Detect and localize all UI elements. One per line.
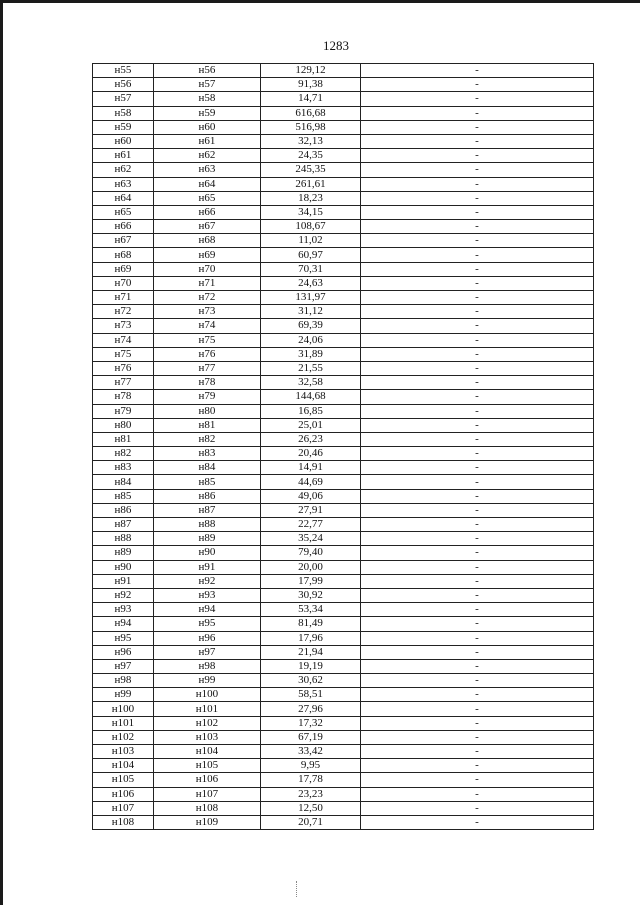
point-from-cell: н88 bbox=[93, 532, 154, 546]
note-cell: - bbox=[361, 730, 594, 744]
point-to-cell: н59 bbox=[154, 106, 261, 120]
table-row bbox=[93, 404, 594, 418]
point-to-cell: н89 bbox=[154, 532, 261, 546]
table-row bbox=[93, 92, 594, 106]
note-cell: - bbox=[361, 262, 594, 276]
note-cell: - bbox=[361, 319, 594, 333]
point-to-cell: н91 bbox=[154, 560, 261, 574]
point-from-cell: н77 bbox=[93, 376, 154, 390]
note-cell: - bbox=[361, 78, 594, 92]
point-from-cell: н61 bbox=[93, 149, 154, 163]
note-cell: - bbox=[361, 560, 594, 574]
table-row bbox=[93, 489, 594, 503]
note-cell: - bbox=[361, 92, 594, 106]
table-row bbox=[93, 248, 594, 262]
point-to-cell: н108 bbox=[154, 801, 261, 815]
point-to-cell: н106 bbox=[154, 773, 261, 787]
note-cell: - bbox=[361, 220, 594, 234]
note-cell: - bbox=[361, 177, 594, 191]
note-cell: - bbox=[361, 461, 594, 475]
note-cell: - bbox=[361, 688, 594, 702]
point-from-cell: н60 bbox=[93, 134, 154, 148]
distance-cell: 27,96 bbox=[261, 702, 361, 716]
point-from-cell: н91 bbox=[93, 574, 154, 588]
point-from-cell: н85 bbox=[93, 489, 154, 503]
table-row bbox=[93, 574, 594, 588]
note-cell: - bbox=[361, 801, 594, 815]
table-row bbox=[93, 745, 594, 759]
distance-cell: 58,51 bbox=[261, 688, 361, 702]
table-row bbox=[93, 447, 594, 461]
note-cell: - bbox=[361, 546, 594, 560]
point-to-cell: н71 bbox=[154, 276, 261, 290]
note-cell: - bbox=[361, 532, 594, 546]
point-to-cell: н100 bbox=[154, 688, 261, 702]
note-cell: - bbox=[361, 659, 594, 673]
table-row bbox=[93, 801, 594, 815]
table-row bbox=[93, 220, 594, 234]
point-from-cell: н80 bbox=[93, 418, 154, 432]
point-to-cell: н69 bbox=[154, 248, 261, 262]
table-row bbox=[93, 702, 594, 716]
table-row bbox=[93, 815, 594, 829]
point-from-cell: н63 bbox=[93, 177, 154, 191]
table-row bbox=[93, 503, 594, 517]
note-cell: - bbox=[361, 447, 594, 461]
note-cell: - bbox=[361, 234, 594, 248]
distance-cell: 12,50 bbox=[261, 801, 361, 815]
boundary-segments-table bbox=[92, 63, 594, 830]
point-to-cell: н83 bbox=[154, 447, 261, 461]
point-to-cell: н62 bbox=[154, 149, 261, 163]
scan-border-left bbox=[0, 0, 3, 905]
point-to-cell: н66 bbox=[154, 205, 261, 219]
scan-artifact-dots bbox=[296, 881, 299, 897]
table-row bbox=[93, 560, 594, 574]
point-to-cell: н82 bbox=[154, 432, 261, 446]
point-to-cell: н56 bbox=[154, 64, 261, 78]
table-row bbox=[93, 163, 594, 177]
point-to-cell: н88 bbox=[154, 518, 261, 532]
point-from-cell: н68 bbox=[93, 248, 154, 262]
table-row bbox=[93, 120, 594, 134]
table-row bbox=[93, 432, 594, 446]
distance-cell: 17,96 bbox=[261, 631, 361, 645]
point-to-cell: н90 bbox=[154, 546, 261, 560]
note-cell: - bbox=[361, 418, 594, 432]
distance-cell: 16,85 bbox=[261, 404, 361, 418]
point-from-cell: н75 bbox=[93, 347, 154, 361]
table-row bbox=[93, 461, 594, 475]
note-cell: - bbox=[361, 603, 594, 617]
distance-cell: 108,67 bbox=[261, 220, 361, 234]
note-cell: - bbox=[361, 773, 594, 787]
point-from-cell: н65 bbox=[93, 205, 154, 219]
scan-border-top bbox=[0, 0, 640, 3]
point-to-cell: н61 bbox=[154, 134, 261, 148]
table-row bbox=[93, 603, 594, 617]
table-row bbox=[93, 333, 594, 347]
note-cell: - bbox=[361, 276, 594, 290]
distance-cell: 19,19 bbox=[261, 659, 361, 673]
note-cell: - bbox=[361, 305, 594, 319]
table-row bbox=[93, 645, 594, 659]
distance-cell: 21,55 bbox=[261, 361, 361, 375]
point-from-cell: н72 bbox=[93, 305, 154, 319]
point-to-cell: н84 bbox=[154, 461, 261, 475]
point-from-cell: н82 bbox=[93, 447, 154, 461]
note-cell: - bbox=[361, 574, 594, 588]
point-from-cell: н92 bbox=[93, 588, 154, 602]
distance-cell: 20,00 bbox=[261, 560, 361, 574]
note-cell: - bbox=[361, 347, 594, 361]
point-from-cell: н70 bbox=[93, 276, 154, 290]
distance-cell: 26,23 bbox=[261, 432, 361, 446]
table-row bbox=[93, 305, 594, 319]
point-to-cell: н68 bbox=[154, 234, 261, 248]
table-row bbox=[93, 716, 594, 730]
distance-cell: 91,38 bbox=[261, 78, 361, 92]
distance-cell: 24,35 bbox=[261, 149, 361, 163]
note-cell: - bbox=[361, 489, 594, 503]
note-cell: - bbox=[361, 475, 594, 489]
point-to-cell: н96 bbox=[154, 631, 261, 645]
distance-cell: 23,23 bbox=[261, 787, 361, 801]
point-to-cell: н97 bbox=[154, 645, 261, 659]
point-to-cell: н57 bbox=[154, 78, 261, 92]
distance-cell: 33,42 bbox=[261, 745, 361, 759]
table-row bbox=[93, 205, 594, 219]
distance-cell: 34,15 bbox=[261, 205, 361, 219]
distance-cell: 31,89 bbox=[261, 347, 361, 361]
distance-cell: 11,02 bbox=[261, 234, 361, 248]
point-to-cell: н65 bbox=[154, 191, 261, 205]
table-row bbox=[93, 361, 594, 375]
point-to-cell: н72 bbox=[154, 291, 261, 305]
table-body bbox=[93, 64, 594, 830]
note-cell: - bbox=[361, 745, 594, 759]
table-row bbox=[93, 291, 594, 305]
point-from-cell: н64 bbox=[93, 191, 154, 205]
table-row bbox=[93, 532, 594, 546]
point-to-cell: н85 bbox=[154, 475, 261, 489]
table-row bbox=[93, 418, 594, 432]
table-row bbox=[93, 588, 594, 602]
point-from-cell: н78 bbox=[93, 390, 154, 404]
table-row bbox=[93, 262, 594, 276]
note-cell: - bbox=[361, 588, 594, 602]
distance-cell: 261,61 bbox=[261, 177, 361, 191]
table-row bbox=[93, 730, 594, 744]
distance-cell: 30,62 bbox=[261, 674, 361, 688]
distance-cell: 53,34 bbox=[261, 603, 361, 617]
table-row bbox=[93, 787, 594, 801]
table-row bbox=[93, 106, 594, 120]
distance-cell: 20,71 bbox=[261, 815, 361, 829]
table-row bbox=[93, 64, 594, 78]
distance-cell: 17,99 bbox=[261, 574, 361, 588]
point-from-cell: н102 bbox=[93, 730, 154, 744]
note-cell: - bbox=[361, 390, 594, 404]
table-row bbox=[93, 234, 594, 248]
point-to-cell: н60 bbox=[154, 120, 261, 134]
point-from-cell: н90 bbox=[93, 560, 154, 574]
point-to-cell: н103 bbox=[154, 730, 261, 744]
distance-cell: 22,77 bbox=[261, 518, 361, 532]
note-cell: - bbox=[361, 149, 594, 163]
point-from-cell: н79 bbox=[93, 404, 154, 418]
table-row bbox=[93, 546, 594, 560]
distance-cell: 17,78 bbox=[261, 773, 361, 787]
point-to-cell: н74 bbox=[154, 319, 261, 333]
point-from-cell: н100 bbox=[93, 702, 154, 716]
note-cell: - bbox=[361, 787, 594, 801]
distance-cell: 24,63 bbox=[261, 276, 361, 290]
note-cell: - bbox=[361, 617, 594, 631]
note-cell: - bbox=[361, 361, 594, 375]
distance-cell: 616,68 bbox=[261, 106, 361, 120]
point-to-cell: н67 bbox=[154, 220, 261, 234]
point-to-cell: н109 bbox=[154, 815, 261, 829]
table-row bbox=[93, 134, 594, 148]
point-from-cell: н94 bbox=[93, 617, 154, 631]
point-to-cell: н105 bbox=[154, 759, 261, 773]
distance-cell: 9,95 bbox=[261, 759, 361, 773]
table-row bbox=[93, 631, 594, 645]
point-from-cell: н57 bbox=[93, 92, 154, 106]
note-cell: - bbox=[361, 291, 594, 305]
note-cell: - bbox=[361, 674, 594, 688]
point-to-cell: н92 bbox=[154, 574, 261, 588]
note-cell: - bbox=[361, 716, 594, 730]
distance-cell: 18,23 bbox=[261, 191, 361, 205]
point-from-cell: н62 bbox=[93, 163, 154, 177]
point-to-cell: н58 bbox=[154, 92, 261, 106]
point-to-cell: н75 bbox=[154, 333, 261, 347]
table-row bbox=[93, 773, 594, 787]
note-cell: - bbox=[361, 106, 594, 120]
point-from-cell: н103 bbox=[93, 745, 154, 759]
point-to-cell: н94 bbox=[154, 603, 261, 617]
note-cell: - bbox=[361, 64, 594, 78]
distance-cell: 14,71 bbox=[261, 92, 361, 106]
point-from-cell: н67 bbox=[93, 234, 154, 248]
point-from-cell: н81 bbox=[93, 432, 154, 446]
point-from-cell: н107 bbox=[93, 801, 154, 815]
point-from-cell: н99 bbox=[93, 688, 154, 702]
note-cell: - bbox=[361, 702, 594, 716]
table-row bbox=[93, 319, 594, 333]
note-cell: - bbox=[361, 815, 594, 829]
note-cell: - bbox=[361, 404, 594, 418]
table-row bbox=[93, 518, 594, 532]
point-from-cell: н76 bbox=[93, 361, 154, 375]
point-from-cell: н89 bbox=[93, 546, 154, 560]
table-row bbox=[93, 475, 594, 489]
point-to-cell: н70 bbox=[154, 262, 261, 276]
distance-cell: 44,69 bbox=[261, 475, 361, 489]
distance-cell: 131,97 bbox=[261, 291, 361, 305]
point-from-cell: н69 bbox=[93, 262, 154, 276]
distance-cell: 81,49 bbox=[261, 617, 361, 631]
distance-cell: 49,06 bbox=[261, 489, 361, 503]
note-cell: - bbox=[361, 205, 594, 219]
note-cell: - bbox=[361, 333, 594, 347]
note-cell: - bbox=[361, 645, 594, 659]
distance-cell: 245,35 bbox=[261, 163, 361, 177]
table-row bbox=[93, 659, 594, 673]
point-to-cell: н78 bbox=[154, 376, 261, 390]
point-to-cell: н95 bbox=[154, 617, 261, 631]
note-cell: - bbox=[361, 376, 594, 390]
table-row bbox=[93, 390, 594, 404]
note-cell: - bbox=[361, 432, 594, 446]
distance-cell: 70,31 bbox=[261, 262, 361, 276]
point-from-cell: н74 bbox=[93, 333, 154, 347]
point-to-cell: н80 bbox=[154, 404, 261, 418]
distance-cell: 32,13 bbox=[261, 134, 361, 148]
note-cell: - bbox=[361, 191, 594, 205]
distance-cell: 24,06 bbox=[261, 333, 361, 347]
note-cell: - bbox=[361, 248, 594, 262]
table-row bbox=[93, 149, 594, 163]
point-from-cell: н59 bbox=[93, 120, 154, 134]
point-from-cell: н93 bbox=[93, 603, 154, 617]
note-cell: - bbox=[361, 631, 594, 645]
point-to-cell: н102 bbox=[154, 716, 261, 730]
distance-cell: 35,24 bbox=[261, 532, 361, 546]
point-from-cell: н97 bbox=[93, 659, 154, 673]
point-from-cell: н95 bbox=[93, 631, 154, 645]
table-row bbox=[93, 376, 594, 390]
point-from-cell: н58 bbox=[93, 106, 154, 120]
point-to-cell: н99 bbox=[154, 674, 261, 688]
page-number: 1283 bbox=[323, 38, 349, 53]
distance-cell: 79,40 bbox=[261, 546, 361, 560]
point-from-cell: н105 bbox=[93, 773, 154, 787]
table-row bbox=[93, 276, 594, 290]
point-to-cell: н104 bbox=[154, 745, 261, 759]
point-to-cell: н81 bbox=[154, 418, 261, 432]
distance-cell: 67,19 bbox=[261, 730, 361, 744]
point-to-cell: н98 bbox=[154, 659, 261, 673]
point-to-cell: н77 bbox=[154, 361, 261, 375]
point-from-cell: н56 bbox=[93, 78, 154, 92]
point-from-cell: н87 bbox=[93, 518, 154, 532]
table-row bbox=[93, 177, 594, 191]
note-cell: - bbox=[361, 503, 594, 517]
point-from-cell: н71 bbox=[93, 291, 154, 305]
distance-cell: 31,12 bbox=[261, 305, 361, 319]
distance-cell: 129,12 bbox=[261, 64, 361, 78]
distance-cell: 144,68 bbox=[261, 390, 361, 404]
point-to-cell: н79 bbox=[154, 390, 261, 404]
point-to-cell: н107 bbox=[154, 787, 261, 801]
distance-cell: 25,01 bbox=[261, 418, 361, 432]
distance-cell: 32,58 bbox=[261, 376, 361, 390]
distance-cell: 60,97 bbox=[261, 248, 361, 262]
distance-cell: 14,91 bbox=[261, 461, 361, 475]
distance-cell: 69,39 bbox=[261, 319, 361, 333]
note-cell: - bbox=[361, 120, 594, 134]
note-cell: - bbox=[361, 163, 594, 177]
point-from-cell: н104 bbox=[93, 759, 154, 773]
point-to-cell: н93 bbox=[154, 588, 261, 602]
point-from-cell: н96 bbox=[93, 645, 154, 659]
point-from-cell: н66 bbox=[93, 220, 154, 234]
distance-cell: 21,94 bbox=[261, 645, 361, 659]
point-to-cell: н76 bbox=[154, 347, 261, 361]
distance-cell: 27,91 bbox=[261, 503, 361, 517]
point-from-cell: н101 bbox=[93, 716, 154, 730]
table-row bbox=[93, 617, 594, 631]
point-from-cell: н55 bbox=[93, 64, 154, 78]
point-from-cell: н83 bbox=[93, 461, 154, 475]
table-row bbox=[93, 347, 594, 361]
point-to-cell: н73 bbox=[154, 305, 261, 319]
point-to-cell: н63 bbox=[154, 163, 261, 177]
point-from-cell: н106 bbox=[93, 787, 154, 801]
point-to-cell: н86 bbox=[154, 489, 261, 503]
distance-cell: 30,92 bbox=[261, 588, 361, 602]
point-to-cell: н87 bbox=[154, 503, 261, 517]
point-from-cell: н86 bbox=[93, 503, 154, 517]
table-row bbox=[93, 78, 594, 92]
point-from-cell: н84 bbox=[93, 475, 154, 489]
table-row bbox=[93, 759, 594, 773]
table-row bbox=[93, 674, 594, 688]
point-to-cell: н101 bbox=[154, 702, 261, 716]
distance-cell: 20,46 bbox=[261, 447, 361, 461]
distance-cell: 17,32 bbox=[261, 716, 361, 730]
point-from-cell: н98 bbox=[93, 674, 154, 688]
note-cell: - bbox=[361, 759, 594, 773]
point-from-cell: н73 bbox=[93, 319, 154, 333]
note-cell: - bbox=[361, 134, 594, 148]
distance-cell: 516,98 bbox=[261, 120, 361, 134]
point-to-cell: н64 bbox=[154, 177, 261, 191]
table-row bbox=[93, 191, 594, 205]
table-row bbox=[93, 688, 594, 702]
note-cell: - bbox=[361, 518, 594, 532]
point-from-cell: н108 bbox=[93, 815, 154, 829]
